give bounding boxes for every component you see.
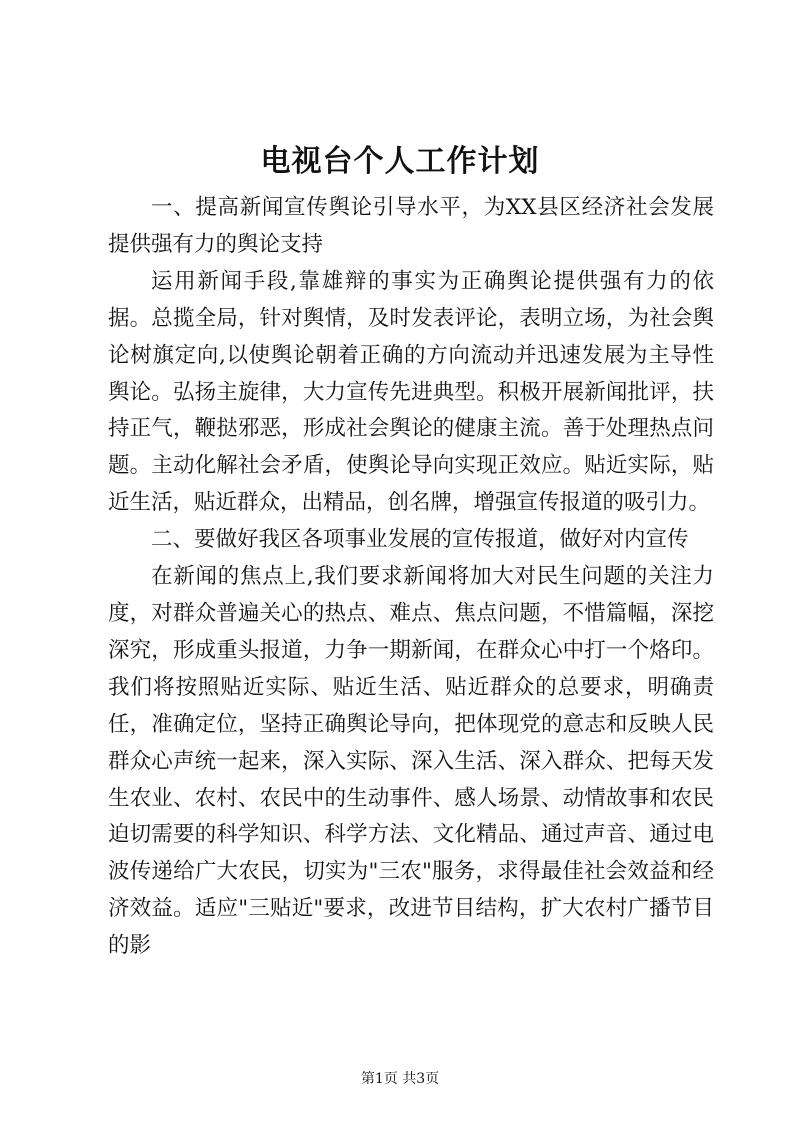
section-heading-2: 二、要做好我区各项事业发展的宣传报道，做好对内宣传 [151, 527, 689, 553]
page-title: 电视台个人工作计划 [260, 144, 540, 179]
document-body [108, 190, 714, 965]
body-paragraph-2: 在新闻的焦点上,我们要求新闻将加大对民生问题的关注力度，对群众普遍关心的热点、难点、焦点问题，不惜篇幅，深挖深究，形成重头报道，力争一期新闻，在群众心中打一个烙印。我们将按照贴近实际、贴近生活、贴近群众的总要求，明确责任，准确定位，坚持正确舆论导向，把体现党的意志和反映人民群众心声统一起来，深入实际、深入生活、深入群众、把每天发生农业、农村、农民中的生动事件、感人场景、动情故事和农民迫切需要的科学知识、科学方法、文化精品、通过声音、通过电波传递给广大农民，切实为"三农"服务，求得最佳社会效益和经济效益。适应"三贴近"要求，改进节目结构，扩大农村广播节目的影 [108, 564, 714, 959]
page-footer: 第1页 共3页 [360, 1071, 440, 1087]
body-paragraph-1: 运用新闻手段,靠雄辩的事实为正确舆论提供强有力的依据。总揽全局，针对舆情，及时发表评论，表明立场，为社会舆论树旗定向,以使舆论朝着正确的方向流动并迅速发展为主导性舆论。弘扬主旋律，大力宣传先进典型。积极开展新闻批评，扶持正气，鞭挞邪恶，形成社会舆论的健康主流。善于处理热点问题。主动化解社会矛盾，使舆论导向实现正效应。贴近实际，贴近生活，贴近群众，出精品，创名牌，增强宣传报道的吸引力。 [108, 268, 714, 516]
section-heading-1: 一、提高新闻宣传舆论引导水平，为XX县区经济社会发展提供强有力的舆论支持 [108, 195, 714, 257]
